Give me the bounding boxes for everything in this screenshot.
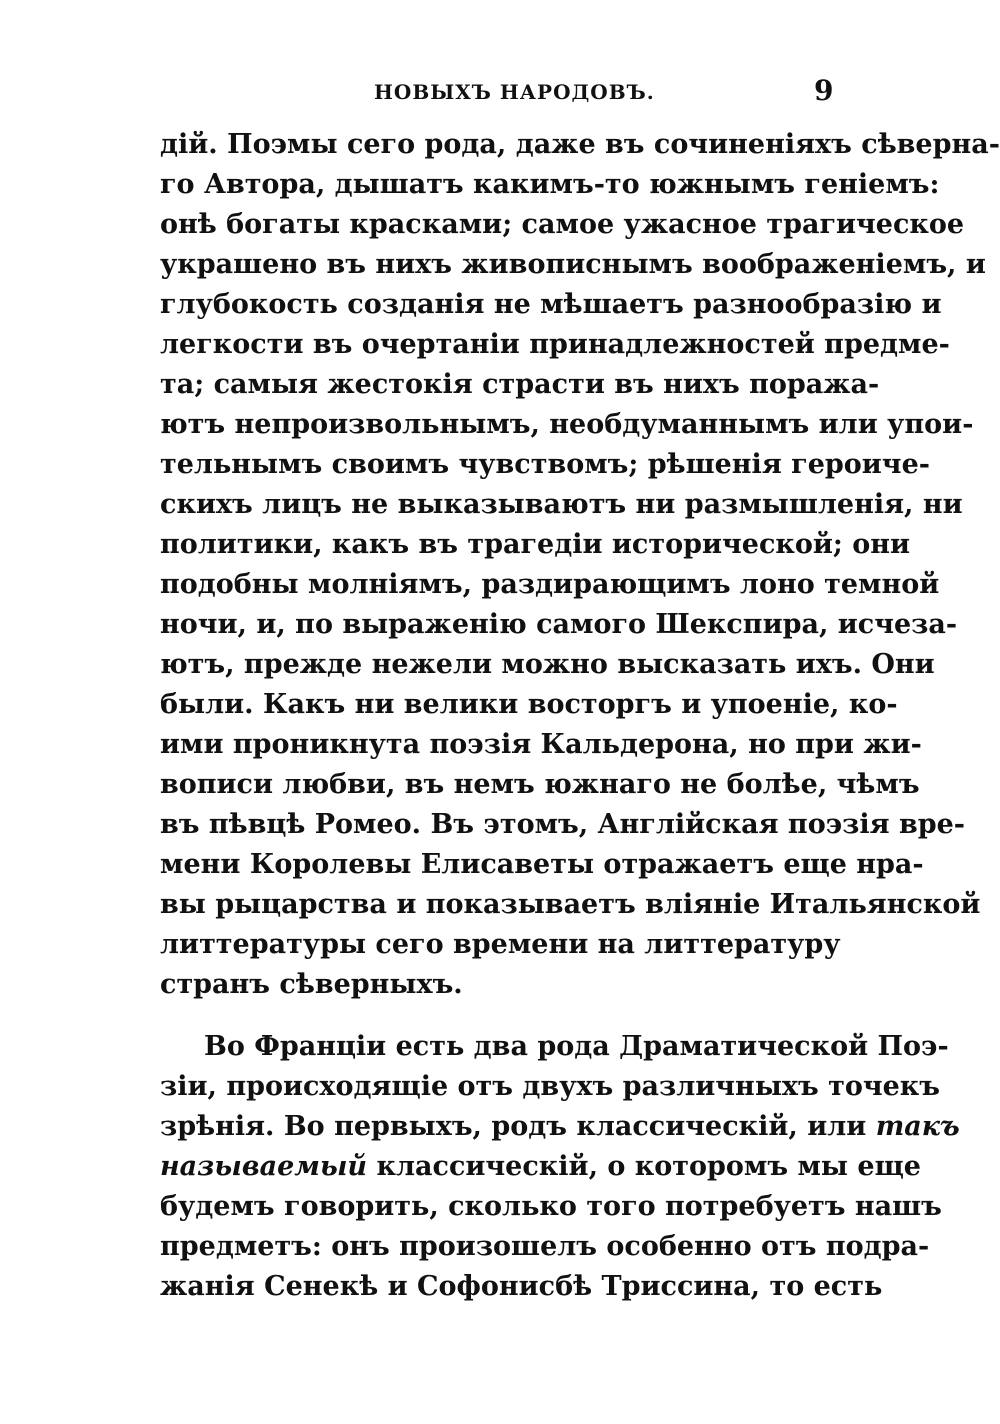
paragraph-1 bbox=[160, 125, 1000, 1005]
text-line: тельнымъ своимъ чувствомъ; рѣшенія героиче- bbox=[160, 449, 930, 480]
paragraph-2 bbox=[160, 1027, 960, 1307]
text-line: странъ сѣверныхъ. bbox=[160, 969, 463, 1000]
paragraph-gap bbox=[160, 1005, 840, 1027]
body-text bbox=[160, 125, 1000, 1307]
text-line: легкости въ очертаніи принадлежностей предме- bbox=[160, 329, 950, 360]
text-line: украшено въ нихъ живописнымъ воображеніемъ, и bbox=[160, 249, 986, 280]
text-line: будемъ говорить, сколько того потребуетъ нашъ bbox=[160, 1191, 942, 1222]
text-line: литтературы сего времени на литтературу bbox=[160, 929, 841, 960]
text-line: жанія Сенекѣ и Софонисбѣ Триссина, то есть bbox=[160, 1271, 883, 1302]
text-line: мени Королевы Елисаветы отражаетъ еще нра- bbox=[160, 849, 924, 880]
text-line-with-italic bbox=[160, 1107, 960, 1147]
text-line: подобны молніямъ, раздирающимъ лоно темной bbox=[160, 569, 940, 600]
text-line: го Автора, дышатъ какимъ-то южнымъ геніемъ: bbox=[160, 169, 940, 200]
text-line: онѣ богаты красками; самое ужасное трагическое bbox=[160, 209, 965, 240]
text-line: ими проникнута поэзія Кальдерона, но при жи- bbox=[160, 729, 922, 760]
text-line: политики, какъ въ трагедіи исторической; они bbox=[160, 529, 911, 560]
text-line: та; самыя жестокія страсти въ нихъ поража- bbox=[160, 369, 880, 400]
text-line: въ пѣвцѣ Ромео. Въ этомъ, Англійская поэзія вре- bbox=[160, 809, 966, 840]
italic-term: такъ bbox=[875, 1111, 960, 1142]
text-line: ютъ, прежде нежели можно высказать ихъ. Они bbox=[160, 649, 935, 680]
text-fragment: зрѣнія. Во первыхъ, родъ классическій, или bbox=[160, 1111, 867, 1142]
text-line: вописи любви, въ немъ южнаго не болѣе, чѣмъ bbox=[160, 769, 920, 800]
italic-term: называемый bbox=[160, 1151, 368, 1182]
page-number: 9 bbox=[814, 74, 834, 107]
text-line: Во Франціи есть два рода Драматической Поэ- bbox=[204, 1031, 949, 1062]
text-line: предметъ: онъ произошелъ особенно отъ подра- bbox=[160, 1231, 930, 1262]
text-line: глубокость созданія не мѣшаетъ разнообразію и bbox=[160, 289, 942, 320]
text-line: были. Какъ ни велики восторгъ и упоеніе, ко- bbox=[160, 689, 898, 720]
text-line: скихъ лицъ не выказываютъ ни размышленія, ни bbox=[160, 489, 963, 520]
text-line-with-italic bbox=[160, 1147, 921, 1187]
text-line: вы рыцарства и показываетъ вліяніе Итальянской bbox=[160, 889, 981, 920]
text-line: ютъ непроизвольнымъ, необдуманнымъ или упои- bbox=[160, 409, 974, 440]
running-title: НОВЫХЪ НАРОДОВЪ. bbox=[374, 80, 655, 104]
text-line: зіи, происходящіе отъ двухъ различныхъ точекъ bbox=[160, 1071, 940, 1102]
text-line: ночи, и, по выраженію самого Шекспира, исчеза- bbox=[160, 609, 958, 640]
text-line: дій. Поэмы сего рода, даже въ сочиненіяхъ сѣверна- bbox=[160, 129, 1000, 160]
text-fragment: классическій, о которомъ мы еще bbox=[376, 1151, 921, 1182]
